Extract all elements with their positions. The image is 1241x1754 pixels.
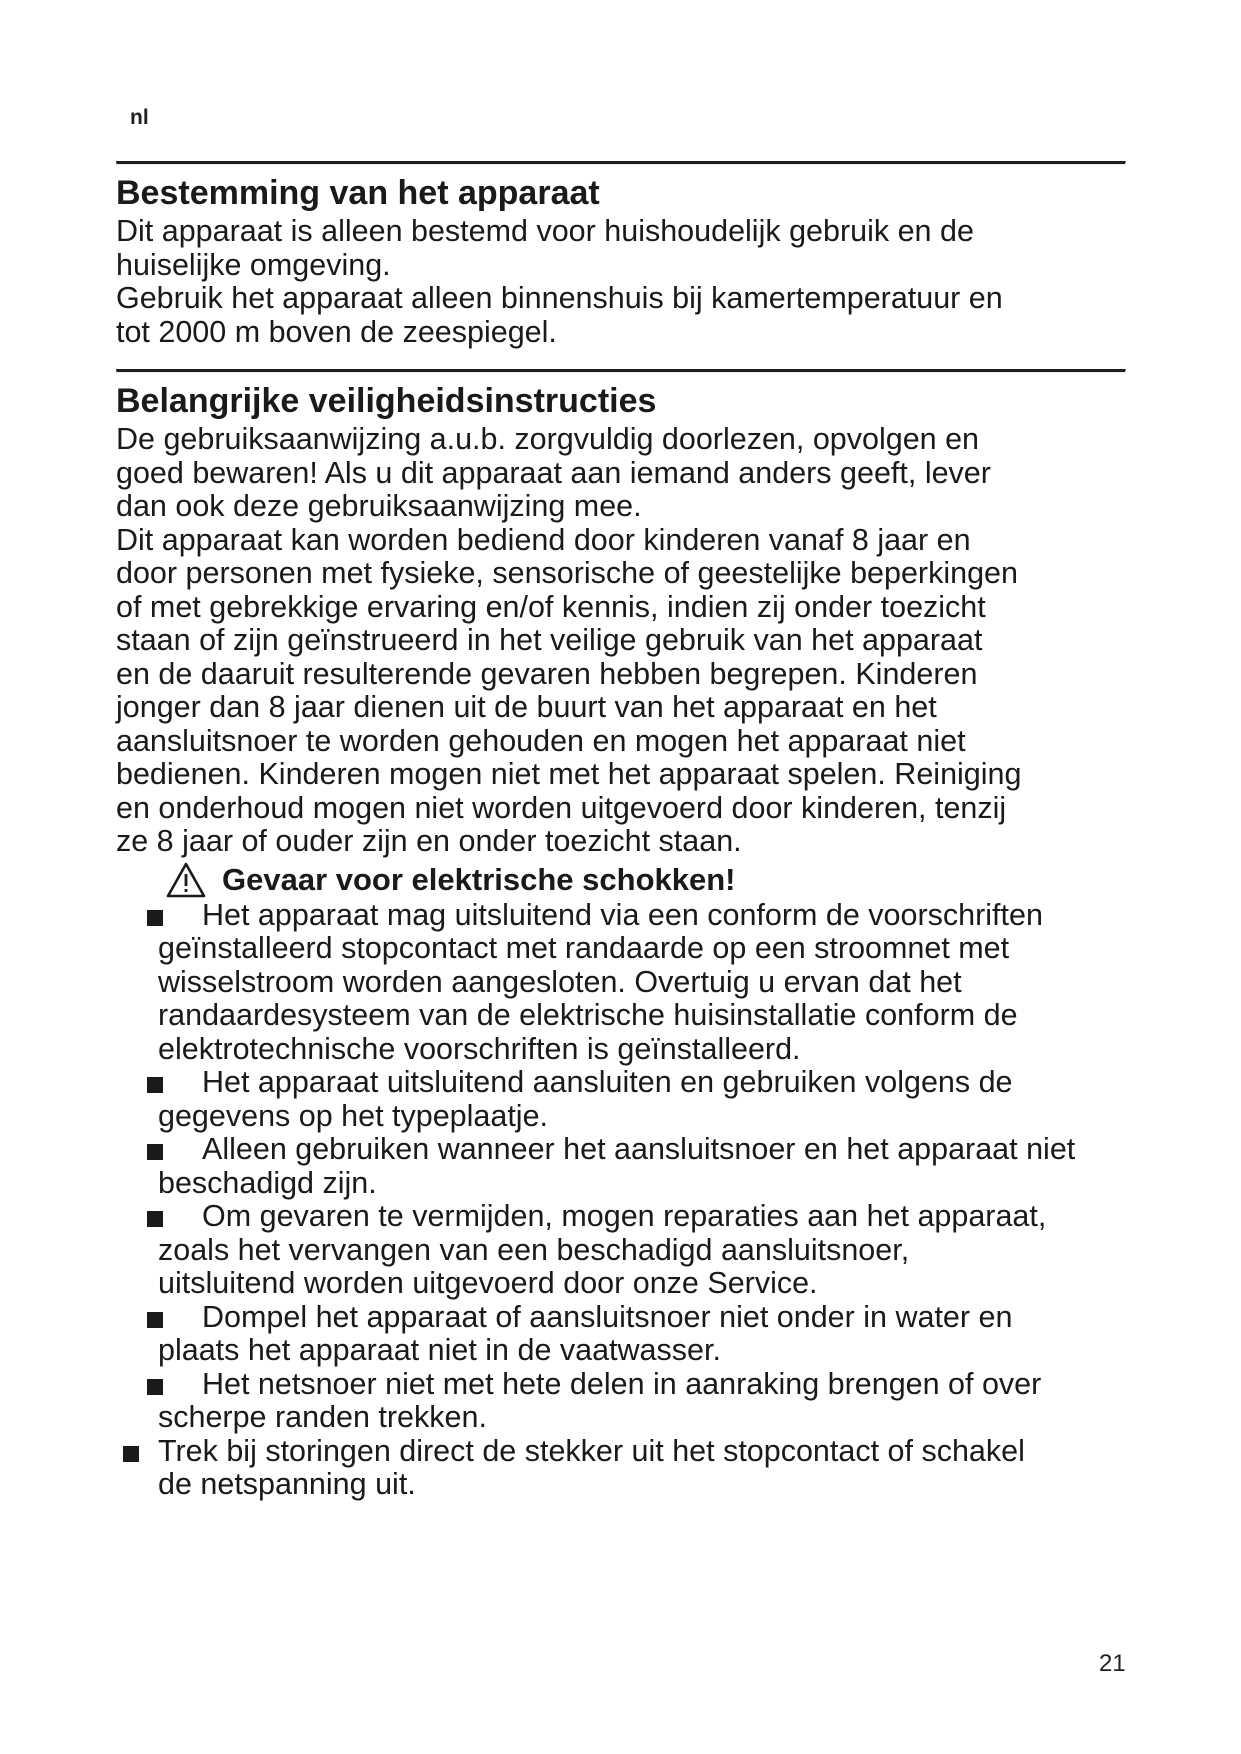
text-line: staan of zijn geïnstrueerd in het veilige gebruik van het apparaat — [116, 623, 983, 657]
text-line: bedienen. Kinderen mogen niet met het apparaat spelen. Reiniging — [116, 757, 1022, 791]
section-title: Belangrijke veiligheidsinstructies — [116, 382, 657, 420]
bullet-square-icon — [123, 1446, 139, 1462]
section-body — [116, 423, 1126, 859]
text-line: aansluitsnoer te worden gehouden en mogen het apparaat niet — [116, 723, 966, 758]
bullet-square-icon — [147, 1211, 163, 1227]
section-body — [116, 215, 1126, 349]
text-line: scherpe randen trekken. — [158, 1400, 487, 1434]
list-item — [116, 1200, 1126, 1301]
page-number: 21 — [1099, 1650, 1126, 1677]
section-divider — [116, 161, 1126, 165]
bullet-square-icon — [147, 1379, 163, 1395]
text-line: Gebruik het apparaat alleen binnenshuis bij kamertemperatuur en — [116, 281, 1003, 315]
text-line: huiselijke omgeving. — [116, 247, 391, 282]
list-item — [116, 1301, 1126, 1368]
section-divider — [116, 369, 1126, 373]
text-line: dan ook deze gebruiksaanwijzing mee. — [116, 489, 642, 523]
list-item — [116, 1435, 1126, 1502]
bullet-square-icon — [147, 1312, 163, 1328]
language-tag: nl — [130, 106, 149, 129]
bullet-square-icon — [147, 1077, 163, 1093]
text-line: of met gebrekkige ervaring en/of kennis, indien zij onder toezicht — [116, 589, 986, 624]
list-item — [116, 1368, 1126, 1435]
text-line: geïnstalleerd stopcontact met randaarde op een stroomnet met — [158, 931, 1010, 965]
text-line: wisselstroom worden aangesloten. Overtuig u ervan dat het — [158, 964, 962, 999]
text-line: Het apparaat mag uitsluitend via een conform de voorschriften — [202, 897, 1043, 932]
list-item — [116, 899, 1126, 1067]
bullet-square-icon — [147, 1144, 163, 1160]
text-line: de netspanning uit. — [158, 1467, 416, 1501]
text-line: door personen met fysieke, sensorische of geestelijke beperkingen — [116, 556, 1018, 590]
list-item — [116, 1066, 1126, 1133]
text-line: zoals het vervangen van een beschadigd aansluitsnoer, — [158, 1232, 910, 1267]
text-line: Dit apparaat is alleen bestemd voor huishoudelijk gebruik en de — [116, 214, 974, 248]
text-line: Het netsnoer niet met hete delen in aanraking brengen of over — [202, 1366, 1042, 1401]
text-line: Dit apparaat kan worden bediend door kinderen vanaf 8 jaar en — [116, 522, 971, 557]
warning-heading — [166, 861, 1126, 899]
text-line: randaardesysteem van de elektrische huisinstallatie conform de — [158, 998, 1018, 1032]
text-line: beschadigd zijn. — [158, 1165, 377, 1200]
warning-title: Gevaar voor elektrische schokken! — [222, 861, 736, 897]
text-line: ze 8 jaar of ouder zijn en onder toezicht staan. — [116, 824, 742, 858]
text-line: uitsluitend worden uitgevoerd door onze Service. — [158, 1266, 818, 1300]
text-line: Het apparaat uitsluitend aansluiten en gebruiken volgens de — [202, 1065, 1013, 1099]
text-line: Alleen gebruiken wanneer het aansluitsnoer en het apparaat niet — [202, 1132, 1076, 1166]
text-line: Om gevaren te vermijden, mogen reparaties aan het apparaat, — [202, 1199, 1047, 1233]
text-line: en de daaruit resulterende gevaren hebben begrepen. Kinderen — [116, 656, 978, 691]
text-line: jonger dan 8 jaar dienen uit de buurt van het apparaat en het — [116, 690, 937, 724]
text-line: De gebruiksaanwijzing a.u.b. zorgvuldig doorlezen, opvolgen en — [116, 422, 980, 456]
section-safety-instructions — [116, 381, 1126, 1502]
warning-triangle-icon — [166, 862, 206, 898]
text-line: Dompel het apparaat of aansluitsnoer niet onder in water en — [202, 1299, 1013, 1334]
text-line: Trek bij storingen direct de stekker uit het stopcontact of schakel — [158, 1433, 1025, 1468]
text-line: plaats het apparaat niet in de vaatwasser. — [158, 1333, 721, 1367]
warning-bullet-list — [116, 899, 1126, 1435]
final-bullet-list — [116, 1435, 1126, 1502]
text-line: goed bewaren! Als u dit apparaat aan iemand anders geeft, lever — [116, 455, 991, 490]
section-title: Bestemming van het apparaat — [116, 174, 600, 212]
text-line: en onderhoud mogen niet worden uitgevoerd door kinderen, tenzij — [116, 790, 1007, 825]
list-item — [116, 1133, 1126, 1200]
text-line: gegevens op het typeplaatje. — [158, 1098, 549, 1133]
bullet-square-icon — [147, 910, 163, 926]
section-intended-use — [116, 173, 1126, 349]
text-line: elektrotechnische voorschriften is geïnstalleerd. — [158, 1031, 801, 1066]
text-line: tot 2000 m boven de zeespiegel. — [116, 314, 557, 349]
page-content — [116, 161, 1126, 1502]
